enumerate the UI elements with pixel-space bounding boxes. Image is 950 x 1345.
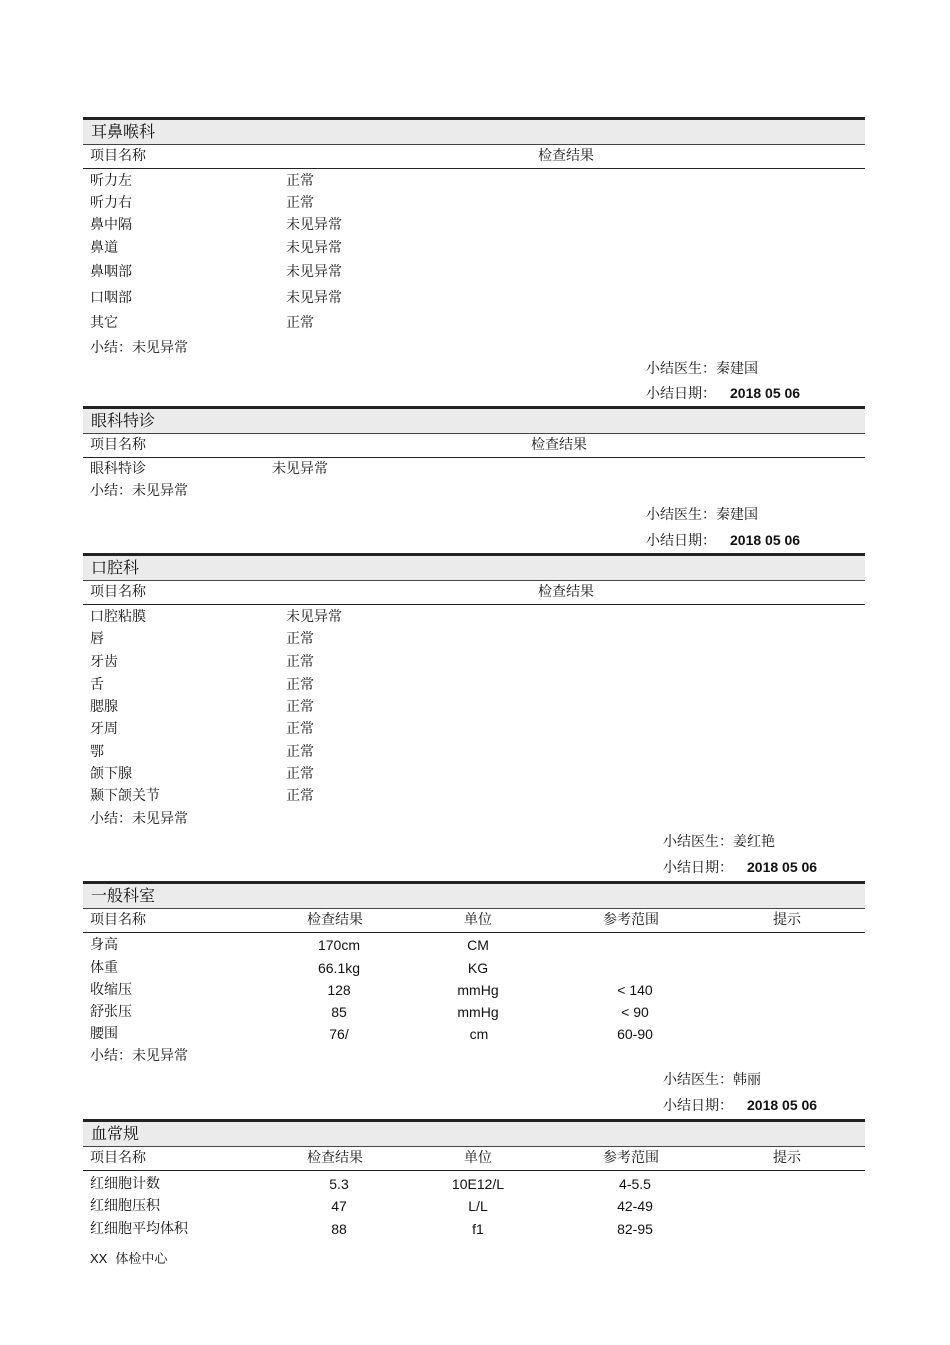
item-name: 鼻中隔	[90, 217, 132, 233]
doctor-name: 秦建国	[716, 361, 758, 377]
item-unit: cm	[469, 1026, 489, 1042]
col-result: 检查结果	[538, 148, 594, 164]
table-row	[83, 674, 865, 696]
item-name: 腰围	[90, 1026, 118, 1042]
item-name: 口腔粘膜	[90, 609, 146, 625]
item-unit: f1	[472, 1221, 484, 1237]
item-result: 正常	[286, 721, 314, 737]
table-row	[83, 170, 865, 192]
item-range: < 140	[617, 982, 653, 998]
table-row	[83, 1023, 865, 1045]
page-footer	[90, 1250, 167, 1269]
item-name: 腮腺	[90, 699, 118, 715]
item-name: 红细胞计数	[90, 1176, 160, 1192]
summary-date	[663, 1094, 817, 1117]
section-title: 眼科特诊	[83, 406, 865, 434]
doctor-label: 小结医生：	[663, 834, 733, 850]
column-header	[83, 1147, 865, 1171]
table-row	[83, 1218, 865, 1240]
item-result: 未见异常	[286, 609, 342, 625]
date-label: 小结日期：	[646, 533, 716, 549]
table-row	[83, 1173, 865, 1195]
section-title: 一般科室	[83, 881, 865, 909]
date-value: 2018 05 06	[747, 1097, 818, 1113]
table-row	[83, 651, 865, 673]
item-name: 口咽部	[90, 290, 132, 306]
col-result: 检查结果	[538, 584, 594, 600]
col-unit: 单位	[464, 912, 492, 928]
summary-date	[646, 529, 800, 552]
item-name: 听力左	[90, 173, 132, 189]
column-header	[83, 909, 865, 933]
col-hint: 提示	[773, 1150, 801, 1166]
item-result: 88	[331, 1221, 347, 1237]
table-row	[83, 458, 865, 480]
item-result: 未见异常	[286, 217, 342, 233]
table-row	[83, 1195, 865, 1217]
ent-section	[83, 117, 865, 402]
table-row	[83, 214, 865, 236]
section-title: 血常规	[83, 1119, 865, 1147]
item-unit: CM	[467, 937, 489, 953]
table-row	[83, 1001, 865, 1023]
col-hint: 提示	[773, 912, 801, 928]
doctor-label: 小结医生：	[646, 361, 716, 377]
item-result: 128	[327, 982, 351, 998]
col-item-name: 项目名称	[90, 437, 146, 453]
general-section	[83, 881, 865, 1114]
item-range: 82-95	[617, 1221, 653, 1237]
doctor-label: 小结医生：	[663, 1072, 733, 1088]
table-row	[83, 785, 865, 807]
item-result: 47	[331, 1198, 347, 1214]
col-item-name: 项目名称	[90, 1150, 146, 1166]
item-name: 红细胞平均体积	[90, 1221, 188, 1237]
summary-date	[646, 382, 800, 405]
item-result: 正常	[286, 699, 314, 715]
item-result: 未见异常	[286, 290, 342, 306]
item-range: 4-5.5	[619, 1176, 651, 1192]
table-row	[83, 192, 865, 214]
col-item-name: 项目名称	[90, 584, 146, 600]
summary-doctor	[646, 504, 758, 526]
doctor-name: 姜红艳	[733, 834, 775, 850]
item-unit: 10E12/L	[451, 1176, 505, 1192]
item-name: 唇	[90, 631, 104, 647]
table-row	[83, 934, 865, 956]
section-summary: 小结：未见异常	[90, 483, 188, 499]
column-header	[83, 145, 865, 169]
oral-section	[83, 553, 865, 876]
date-value: 2018 05 06	[730, 385, 801, 401]
eye-section	[83, 406, 865, 549]
item-result: 正常	[286, 195, 314, 211]
item-name: 鄂	[90, 744, 104, 760]
date-label: 小结日期：	[663, 1098, 733, 1114]
item-result: 正常	[286, 173, 314, 189]
col-range: 参考范围	[603, 1150, 659, 1166]
table-row	[83, 741, 865, 763]
item-unit: L/L	[468, 1198, 488, 1214]
table-row	[83, 287, 865, 309]
item-result: 正常	[286, 654, 314, 670]
section-title: 耳鼻喉科	[83, 117, 865, 145]
item-range: 60-90	[617, 1026, 653, 1042]
item-unit: mmHg	[457, 982, 499, 998]
table-row	[83, 763, 865, 785]
item-name: 眼科特诊	[90, 461, 146, 477]
item-name: 身高	[90, 937, 118, 953]
col-item-name: 项目名称	[90, 148, 146, 164]
item-result: 未见异常	[286, 264, 342, 280]
column-header	[83, 434, 865, 458]
col-unit: 单位	[464, 1150, 492, 1166]
table-row	[83, 237, 865, 259]
table-row	[83, 261, 865, 283]
item-name: 舌	[90, 677, 104, 693]
item-range: 42-49	[617, 1198, 653, 1214]
item-result: 5.3	[329, 1176, 349, 1192]
item-range: < 90	[621, 1004, 649, 1020]
summary-doctor	[663, 831, 775, 853]
item-name: 牙周	[90, 721, 118, 737]
item-result: 正常	[286, 766, 314, 782]
table-row	[83, 312, 865, 334]
item-result: 85	[331, 1004, 347, 1020]
item-name: 其它	[90, 315, 118, 331]
date-label: 小结日期：	[646, 386, 716, 402]
item-result: 正常	[286, 677, 314, 693]
section-summary: 小结：未见异常	[90, 811, 188, 827]
table-row	[83, 606, 865, 628]
blood-section	[83, 1119, 865, 1237]
col-result: 检查结果	[531, 437, 587, 453]
date-value: 2018 05 06	[747, 859, 818, 875]
col-result: 检查结果	[307, 1150, 363, 1166]
item-name: 鼻咽部	[90, 264, 132, 280]
item-result: 正常	[286, 631, 314, 647]
table-row	[83, 718, 865, 740]
table-row	[83, 957, 865, 979]
table-row	[83, 696, 865, 718]
item-name: 颌下腺	[90, 766, 132, 782]
footer-code: XX	[90, 1251, 108, 1266]
item-result: 正常	[286, 788, 314, 804]
doctor-label: 小结医生：	[646, 507, 716, 523]
item-name: 舒张压	[90, 1004, 132, 1020]
item-name: 听力右	[90, 195, 132, 211]
section-summary: 小结：未见异常	[90, 340, 188, 356]
table-row	[83, 979, 865, 1001]
item-name: 鼻道	[90, 240, 118, 256]
summary-date	[663, 856, 817, 879]
column-header	[83, 581, 865, 605]
date-value: 2018 05 06	[730, 532, 801, 548]
section-title: 口腔科	[83, 553, 865, 581]
summary-doctor	[663, 1069, 761, 1091]
item-result: 66.1kg	[317, 960, 361, 976]
item-unit: mmHg	[457, 1004, 499, 1020]
date-label: 小结日期：	[663, 860, 733, 876]
item-name: 牙齿	[90, 654, 118, 670]
item-name: 红细胞压积	[90, 1198, 160, 1214]
col-result: 检查结果	[307, 912, 363, 928]
section-summary: 小结：未见异常	[90, 1048, 188, 1064]
item-result: 正常	[286, 744, 314, 760]
item-name: 颞下颌关节	[90, 788, 160, 804]
doctor-name: 秦建国	[716, 507, 758, 523]
item-name: 收缩压	[90, 982, 132, 998]
item-result: 76/	[329, 1026, 349, 1042]
item-result: 正常	[286, 315, 314, 331]
item-name: 体重	[90, 960, 118, 976]
doctor-name: 韩丽	[733, 1072, 761, 1088]
col-range: 参考范围	[603, 912, 659, 928]
footer-center-name: 体检中心	[115, 1252, 168, 1267]
item-unit: KG	[467, 960, 489, 976]
table-row	[83, 628, 865, 650]
summary-doctor	[646, 358, 758, 380]
item-result: 未见异常	[272, 461, 328, 477]
item-result: 未见异常	[286, 240, 342, 256]
col-item-name: 项目名称	[90, 912, 146, 928]
item-result: 170cm	[317, 937, 361, 953]
